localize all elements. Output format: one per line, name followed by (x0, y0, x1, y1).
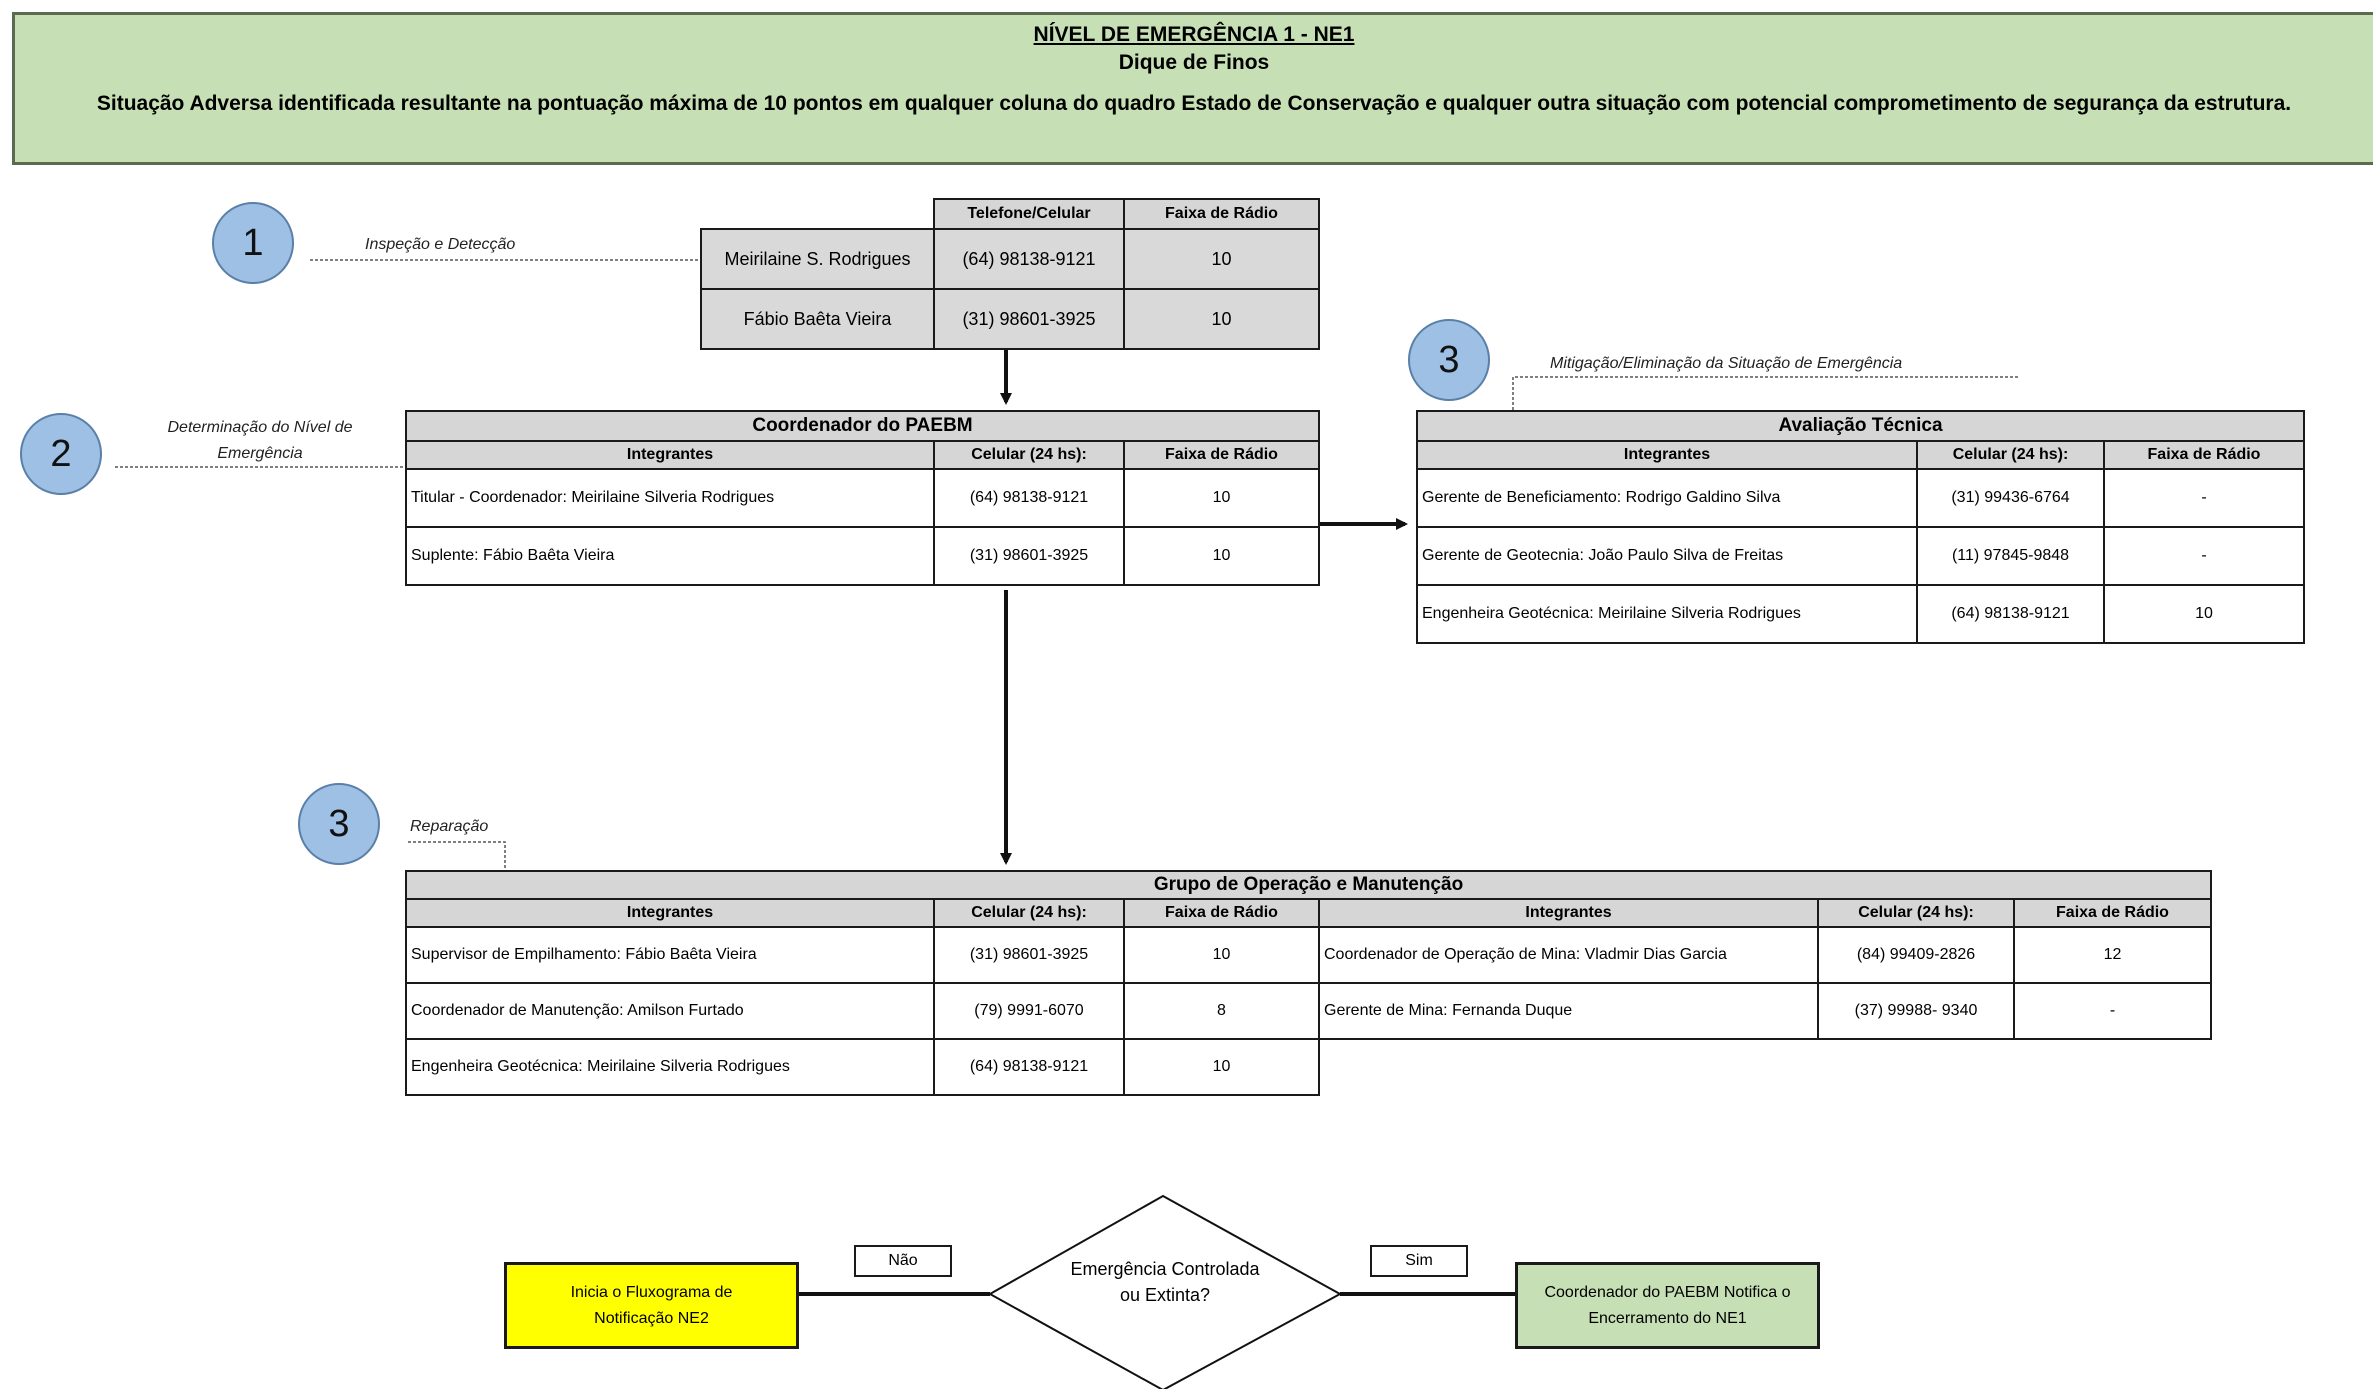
step-circle-3-repair: 3 (298, 783, 380, 865)
coordinator-table (405, 410, 1320, 586)
header-title: NÍVEL DE EMERGÊNCIA 1 - NE1 (1033, 23, 1355, 46)
technical-phone: (11) 97845-9848 (1917, 527, 2104, 585)
operation-radio: 10 (1124, 927, 1319, 983)
leader-line-repair (408, 842, 505, 870)
operation-table (405, 870, 2212, 1096)
inspection-name: Fábio Baêta Vieira (701, 289, 934, 349)
operation-phone: (37) 99988- 9340 (1818, 983, 2014, 1039)
coordinator-table-title: Coordenador do PAEBM (406, 411, 1319, 441)
inspection-header-phone: Telefone/Celular (934, 199, 1124, 229)
coordinator-name: Titular - Coordenador: Meirilaine Silveria Rodrigues (406, 469, 934, 527)
decision-question: Emergência Controlada ou Extinta? (1070, 1259, 1260, 1305)
operation-phone: (84) 99409-2826 (1818, 927, 2014, 983)
technical-header-phone: Celular (24 hs): (1917, 441, 2104, 469)
coordinator-header-members: Integrantes (406, 441, 934, 469)
step-circle-3-mitigation: 3 (1408, 319, 1490, 401)
header-subtitle: Dique de Finos (1118, 51, 1270, 74)
technical-radio: 10 (2104, 585, 2304, 643)
technical-name: Engenheira Geotécnica: Meirilaine Silveria Rodrigues (1417, 585, 1917, 643)
header-banner (12, 12, 2373, 165)
coordinator-header-radio: Faixa de Rádio (1124, 441, 1319, 469)
technical-name: Gerente de Beneficiamento: Rodrigo Galdino Silva (1417, 469, 1917, 527)
yes-label: Sim (1370, 1245, 1468, 1277)
operation-phone: (64) 98138-9121 (934, 1039, 1124, 1095)
notify-ne2-text: Inicia o Fluxograma de Notificação NE2 (570, 1283, 733, 1327)
coordinator-radio: 10 (1124, 527, 1319, 585)
inspection-header-radio: Faixa de Rádio (1124, 199, 1319, 229)
table-row (406, 1039, 2211, 1095)
technical-phone: (31) 99436-6764 (1917, 469, 2104, 527)
technical-header-members: Integrantes (1417, 441, 1917, 469)
table-row (1417, 585, 2304, 643)
step-label-repair: Reparação (410, 818, 489, 835)
inspection-radio: 10 (1124, 229, 1319, 289)
inspection-name: Meirilaine S. Rodrigues (701, 229, 934, 289)
operation-radio: 10 (1124, 1039, 1319, 1095)
coordinator-header-phone: Celular (24 hs): (934, 441, 1124, 469)
table-row (406, 469, 1319, 527)
coordinator-phone: (64) 98138-9121 (934, 469, 1124, 527)
no-label: Não (854, 1245, 952, 1277)
operation-radio: 8 (1124, 983, 1319, 1039)
operation-header-members-left: Integrantes (406, 899, 934, 927)
table-row (406, 983, 2211, 1039)
operation-name: Coordenador de Operação de Mina: Vladmir Dias Garcia (1319, 927, 1818, 983)
operation-table-title: Grupo de Operação e Manutenção (406, 871, 2211, 899)
operation-phone: (79) 9991-6070 (934, 983, 1124, 1039)
coordinator-radio: 10 (1124, 469, 1319, 527)
step-circle-1: 1 (212, 202, 294, 284)
table-row (1417, 527, 2304, 585)
technical-phone: (64) 98138-9121 (1917, 585, 2104, 643)
operation-header-members-right: Integrantes (1319, 899, 1818, 927)
step-label-inspection: Inspeção e Detecção (365, 236, 516, 253)
step-label-determination: Determinação do Nível de Emergência (167, 419, 353, 462)
inspection-phone: (64) 98138-9121 (934, 229, 1124, 289)
operation-name: Gerente de Mina: Fernanda Duque (1319, 983, 1818, 1039)
inspection-table (700, 198, 1320, 350)
operation-header-phone-left: Celular (24 hs): (934, 899, 1124, 927)
technical-radio: - (2104, 469, 2304, 527)
coordinator-phone: (31) 98601-3925 (934, 527, 1124, 585)
operation-header-phone-right: Celular (24 hs): (1818, 899, 2014, 927)
inspection-radio: 10 (1124, 289, 1319, 349)
leader-line-mitigation (1513, 377, 2020, 410)
operation-name: Supervisor de Empilhamento: Fábio Baêta Vieira (406, 927, 934, 983)
close-ne1-text: Coordenador do PAEBM Notifica o Encerramento do NE1 (1544, 1283, 1791, 1327)
technical-name: Gerente de Geotecnia: João Paulo Silva de Freitas (1417, 527, 1917, 585)
operation-name: Engenheira Geotécnica: Meirilaine Silveria Rodrigues (406, 1039, 934, 1095)
technical-header-radio: Faixa de Rádio (2104, 441, 2304, 469)
table-row (701, 289, 1319, 349)
inspection-phone: (31) 98601-3925 (934, 289, 1124, 349)
table-row (1417, 469, 2304, 527)
operation-name: Coordenador de Manutenção: Amilson Furtado (406, 983, 934, 1039)
operation-radio: - (2014, 983, 2211, 1039)
operation-phone: (31) 98601-3925 (934, 927, 1124, 983)
table-row (406, 527, 1319, 585)
operation-header-radio-left: Faixa de Rádio (1124, 899, 1319, 927)
notify-ne2-box (504, 1262, 799, 1349)
step-label-mitigation: Mitigação/Eliminação da Situação de Emergência (1550, 355, 1903, 372)
technical-table-title: Avaliação Técnica (1417, 411, 2304, 441)
close-ne1-box (1515, 1262, 1820, 1349)
table-row (701, 229, 1319, 289)
operation-header-radio-right: Faixa de Rádio (2014, 899, 2211, 927)
table-row (406, 927, 2211, 983)
technical-table (1416, 410, 2305, 644)
operation-radio: 12 (2014, 927, 2211, 983)
coordinator-name: Suplente: Fábio Baêta Vieira (406, 527, 934, 585)
step-circle-2: 2 (20, 413, 102, 495)
technical-radio: - (2104, 527, 2304, 585)
header-description: Situação Adversa identificada resultante na pontuação máxima de 10 pontos em qualquer coluna do quadro Estado de Conservação e qualquer outra situação com potencial comprometimento de segurança da estrutura. (96, 92, 2292, 115)
